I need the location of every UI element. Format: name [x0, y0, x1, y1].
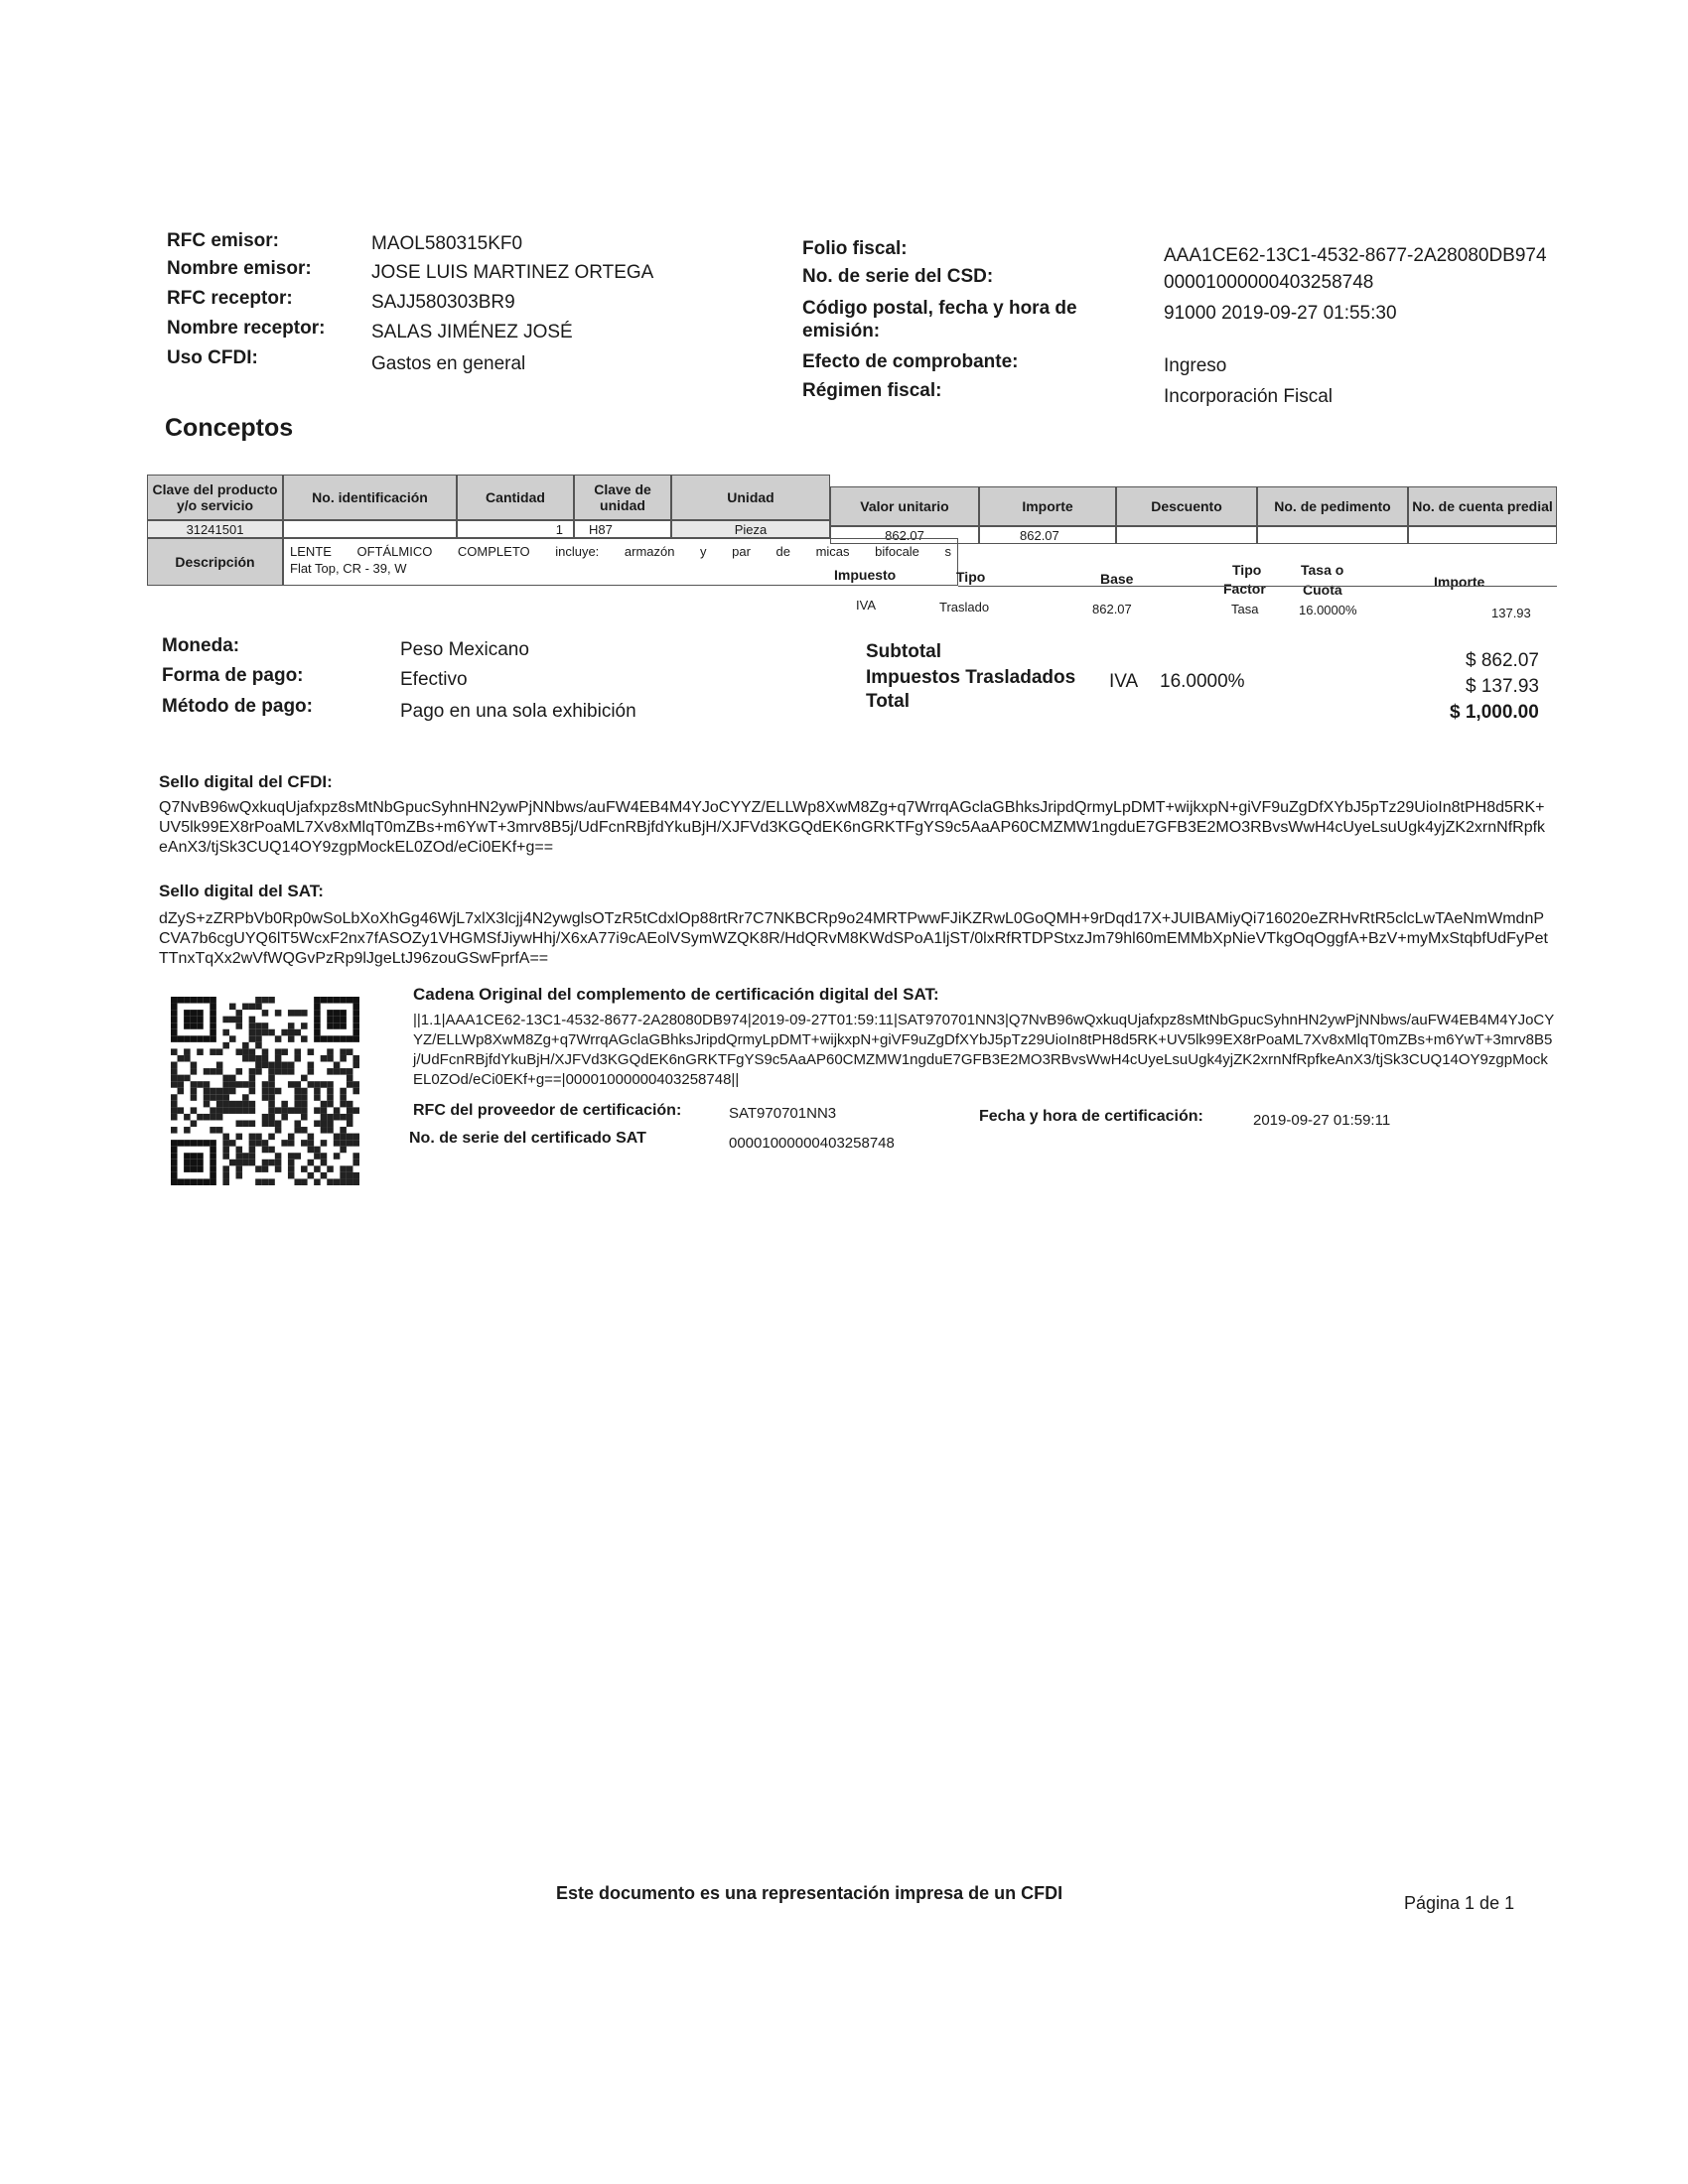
efecto-value: Ingreso	[1164, 355, 1227, 376]
tax-th-impuesto: Impuesto	[834, 567, 897, 583]
td-no-pedimento	[1257, 526, 1408, 544]
rfc-emisor-label: RFC emisor:	[167, 230, 279, 251]
th-no-identificacion: No. identificación	[283, 475, 457, 520]
serie-cert-label: No. de serie del certificado SAT	[409, 1130, 646, 1147]
tax-td-tipo: Traslado	[939, 600, 990, 614]
nombre-receptor-label: Nombre receptor:	[167, 318, 326, 339]
tax-th-tasa-1: Tasa o	[1301, 562, 1344, 578]
td-no-id	[283, 520, 457, 538]
td-importe: 862.07	[979, 526, 1116, 544]
td-cantidad: 1	[457, 520, 574, 538]
folio-value: AAA1CE62-13C1-4532-8677-2A28080DB974	[1164, 245, 1547, 266]
th-valor-unitario: Valor unitario	[830, 486, 979, 526]
nombre-emisor-value: JOSE LUIS MARTINEZ ORTEGA	[371, 262, 654, 283]
tax-th-tipo: Tipo	[956, 569, 986, 585]
metodo-pago-value: Pago en una sola exhibición	[400, 701, 636, 722]
page-number: Página 1 de 1	[1404, 1893, 1515, 1913]
footer-note: Este documento es una representación impresa de un CFDI	[556, 1883, 1063, 1903]
impuestos-tipo: IVA	[1109, 671, 1139, 692]
th-clave-unidad-line2: unidad	[600, 497, 645, 513]
th-descuento: Descuento	[1116, 486, 1257, 526]
fecha-cert-label: Fecha y hora de certificación:	[979, 1108, 1203, 1125]
impuestos-tasa: 16.0000%	[1160, 671, 1245, 692]
th-clave-producto	[147, 475, 283, 520]
sello-sat-value: dZyS+zZRPbVb0Rp0wSoLbXoXhGg46WjL7xlX3lcjj4N2ywglsOTzR5tCdxlOp88rtRr7C7NKBCRp9o24MRTPwwFJiKZRwL0GoQMH+9rDqd17X+JUIBAMiyQi716020eZRHvRtR5clcLwTAeNmWmdnPCVA7b6cgUYQ6lT5WcxF2nx7fASOZy1VHGMSfJiywHhj/X6xA77i9cAEolVSymWZQK8R/HdQRvM8KWdSPoA1ljST/0lxRfRTDPStxzJm79hl60mEMMbXpNieVTkgOqOggfA+BzV+myMxStqbfUdFyPetTTnxTqXx2wVfWQGvPzRp9lJgeLtJ96zouGSwFprfA==	[159, 910, 1548, 967]
cadena-label: Cadena Original del complemento de certificación digital del SAT:	[413, 985, 939, 1004]
efecto-label: Efecto de comprobante:	[802, 351, 1019, 372]
sello-cfdi-label: Sello digital del CFDI:	[159, 772, 333, 791]
moneda-value: Peso Mexicano	[400, 639, 529, 660]
fecha-cert-value: 2019-09-27 01:59:11	[1253, 1112, 1391, 1129]
rfc-receptor-label: RFC receptor:	[167, 288, 293, 309]
cp-fecha-label: Código postal, fecha y hora de	[802, 298, 1077, 319]
impuestos-value: $ 137.93	[1466, 676, 1539, 697]
serie-csd-label: No. de serie del CSD:	[802, 266, 994, 287]
forma-pago-label: Forma de pago:	[162, 665, 304, 686]
metodo-pago-label: Método de pago:	[162, 696, 313, 717]
sello-sat-label: Sello digital del SAT:	[159, 882, 324, 900]
td-valor-unitario: 862.07	[830, 526, 979, 544]
forma-pago-value: Efectivo	[400, 669, 468, 690]
regimen-value: Incorporación Fiscal	[1164, 386, 1334, 407]
impuestos-label: Impuestos Trasladados	[866, 667, 1076, 688]
serie-cert-value: 00001000000403258748	[729, 1135, 895, 1152]
serie-csd-value: 00001000000403258748	[1164, 272, 1374, 293]
th-no-pedimento: No. de pedimento	[1257, 486, 1408, 526]
moneda-label: Moneda:	[162, 635, 240, 656]
uso-cfdi-label: Uso CFDI:	[167, 347, 258, 368]
qr-code-icon	[171, 997, 359, 1185]
th-clave-unidad-line1: Clave de	[594, 481, 651, 497]
cp-fecha-label-2: emisión:	[802, 321, 881, 341]
sello-cfdi-value: Q7NvB96wQxkuqUjafxpz8sMtNbGpucSyhnHN2ywPjNNbws/auFW4EB4M4YJoCYYZ/ELLWp8XwM8Zg+q7WrrqAGclaGBhksJripdQrmyLpDMT+wijkxpN+giVF9uZgDfXYbJ5pTz29UioIn8tPH8d5RK+UV5lk99EX8rPoaML7Xv8xMlqT0mZBs+m6YwT+3mrv8B5j/UdFcnRBjfdYkuBjH/XJFVd3KGQdEK6nGRKTFgYS9c5AaAP60CMZMW1ngduE7GFB3E2MO3RBvsWwH4cUyeLsuUgk4yjZK2xrnNfRpfkeAnX3/tjSk3CUQ14OY9zgpMockEL0ZOd/eCi0EKf+g==	[159, 799, 1546, 856]
cadena-value: ||1.1|AAA1CE62-13C1-4532-8677-2A28080DB974|2019-09-27T01:59:11|SAT970701NN3|Q7NvB96wQxkuqUjafxpz8sMtNbGpucSyhnHN2ywPjNNbws/auFW4EB4M4YJoCYYZ/ELLWp8XwM8Zg+q7WrrqAGclaGBhksJripdQrmyLpDMT+wijkxpN+giVF9uZgDfXYbJ5pTz29UioIn8tPH8d5RK+UV5lk99EX8rPoaML7Xv8xMlqT0mZBs+m6YwT+3mrv8B5j/UdFcnRBjfdYkuBjH/XJFVd3KGQdEK6nGRKTFgYS9c5AaAP60CMZMW1ngduE7GFB3E2MO3RBvsWwH4cUyeLsuUgk4yjZK2xrnNfRpfkeAnX3/tjSk3CUQ14OY9zgpMockEL0ZOd/eCi0EKf+g==|00001000000403258748||	[413, 1012, 1555, 1088]
total-label: Total	[866, 691, 910, 712]
cp-fecha-value: 91000 2019-09-27 01:55:30	[1164, 303, 1397, 324]
regimen-label: Régimen fiscal:	[802, 380, 942, 401]
subtotal-value: $ 862.07	[1466, 650, 1539, 671]
th-unidad: Unidad	[671, 475, 830, 520]
th-importe: Importe	[979, 486, 1116, 526]
subtotal-label: Subtotal	[866, 641, 941, 662]
th-clave-producto-line1: Clave del producto	[152, 481, 278, 497]
tax-divider	[958, 586, 1557, 587]
folio-label: Folio fiscal:	[802, 238, 908, 259]
total-value: $ 1,000.00	[1450, 702, 1539, 723]
rfc-proveedor-label: RFC del proveedor de certificación:	[413, 1102, 682, 1119]
rfc-receptor-value: SAJJ580303BR9	[371, 292, 515, 313]
th-no-cuenta-predial: No. de cuenta predial	[1408, 486, 1557, 526]
tax-td-importe: 137.93	[1491, 606, 1531, 620]
tax-td-impuesto: IVA	[856, 598, 876, 613]
td-descuento	[1116, 526, 1257, 544]
tax-th-tipo-factor-1: Tipo	[1232, 562, 1262, 578]
descripcion-label: Descripción	[147, 538, 283, 586]
tax-th-tipo-factor-2: Factor	[1223, 581, 1266, 597]
th-clave-producto-line2: y/o servicio	[176, 497, 254, 513]
conceptos-title: Conceptos	[165, 414, 294, 442]
rfc-proveedor-value: SAT970701NN3	[729, 1105, 837, 1122]
uso-cfdi-value: Gastos en general	[371, 353, 526, 374]
td-clave-unidad: H87	[574, 520, 671, 538]
nombre-emisor-label: Nombre emisor:	[167, 258, 312, 279]
td-unidad: Pieza	[671, 520, 830, 538]
th-cantidad: Cantidad	[457, 475, 574, 520]
td-clave: 31241501	[147, 520, 283, 538]
descripcion-line1: LENTE OFTÁLMICO COMPLETO incluye: armazón y par de micas bifocale s	[290, 544, 951, 559]
rfc-emisor-value: MAOL580315KF0	[371, 233, 523, 254]
descripcion-line2: Flat Top, CR - 39, W	[290, 561, 407, 576]
td-no-cuenta	[1408, 526, 1557, 544]
tax-td-tipo-factor: Tasa	[1231, 602, 1259, 616]
th-clave-unidad	[574, 475, 671, 520]
tax-td-tasa: 16.0000%	[1299, 603, 1357, 617]
tax-th-importe: Importe	[1434, 574, 1485, 590]
tax-th-base: Base	[1100, 571, 1134, 587]
tax-th-tasa-2: Cuota	[1303, 582, 1342, 598]
tax-td-base: 862.07	[1092, 602, 1132, 616]
nombre-receptor-value: SALAS JIMÉNEZ JOSÉ	[371, 322, 573, 342]
